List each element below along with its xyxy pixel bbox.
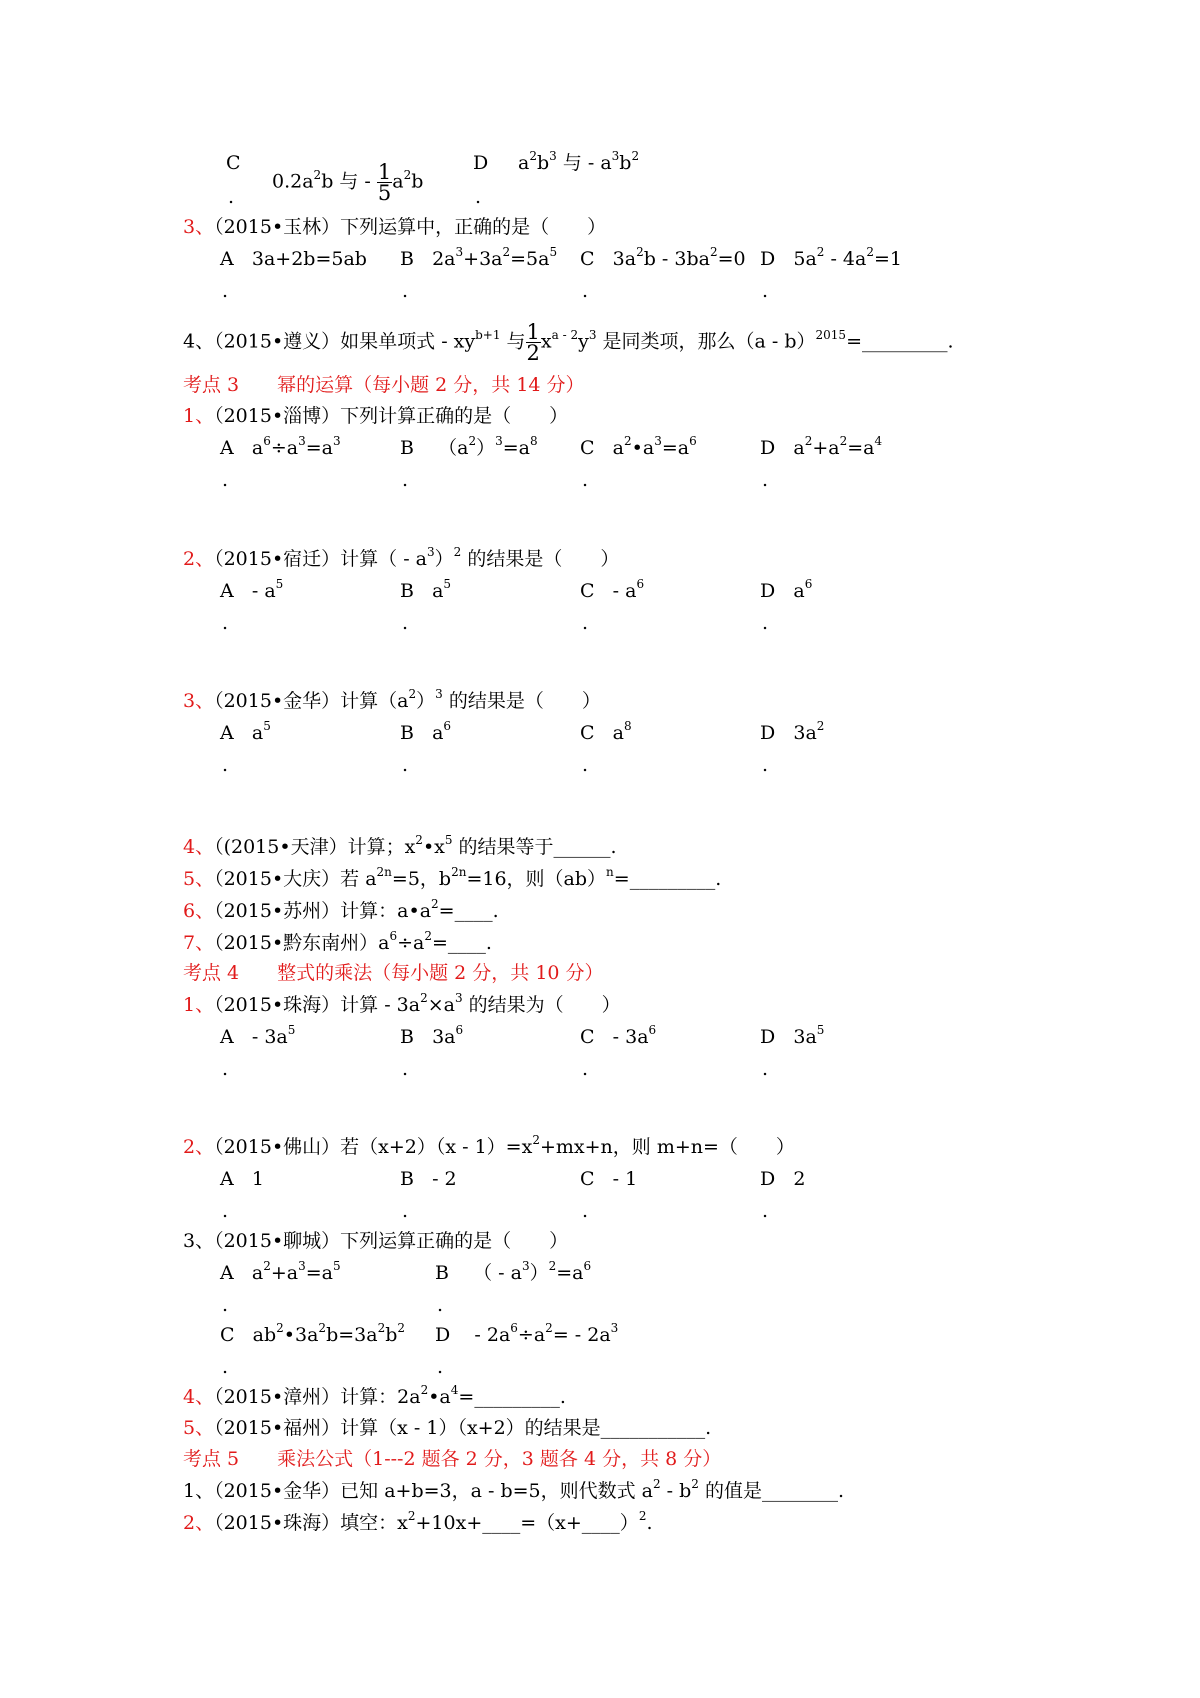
option-a: A $a^2+a^3=a^5$ — [220, 1259, 341, 1284]
option-dot: . — [222, 1294, 229, 1316]
question-s3q2: 2、（2015•宿迁）计算（ - $a^3)^2$ 的结果是（ ） — [183, 545, 620, 570]
option-c: C $3a^2b - 3ba^2=0$ — [580, 245, 746, 270]
section-heading: 考点 5 乘法公式（1---2 题各 2 分，3 题各 4 分，共 8 分） — [183, 1448, 722, 1470]
option-b: B $(a^2)^3=a^8$ — [400, 434, 538, 459]
question-s2q4: 4、（2015•遵义）如果单项式 - $xy^{b+1}$ 与 $\frac{1}{2}$ $x^{a - 2}y^3$ 是同类项，那么（a - b）$^{2015}$=_________. — [183, 320, 954, 365]
option-b: B $a^5$ — [400, 577, 452, 602]
option-dot: . — [762, 469, 769, 491]
option-a: A $a^6\div a^3=a^3$ — [220, 434, 341, 459]
section-heading: 考点 4 整式的乘法（每小题 2 分，共 10 分） — [183, 962, 604, 984]
option-d: D $a^2+a^2=a^4$ — [760, 434, 883, 459]
question-s3q1: 1、（2015•淄博）下列计算正确的是（ ） — [183, 405, 569, 427]
option-d-content: $a^2b^3$ 与 - $a^3b^2$ — [518, 149, 640, 174]
option-d: D $3a^5$ — [760, 1023, 825, 1048]
option-a: A 3a+2b=5ab — [220, 248, 367, 270]
option-d: D $a^6$ — [760, 577, 813, 602]
question-s3q6: 6、（2015•苏州）计算：$a•a^2=\_\_\_\_$. — [183, 897, 499, 922]
question-s4q2: 2、（2015•佛山）若$(x+2)(x - 1)=x^2+mx+n$，则 m+n=（ ） — [183, 1133, 795, 1158]
question-s5q2: 2、（2015•珠海）填空：$x^2+10x+\_\_\_\_=(x+\_\_\_\_)^2$. — [183, 1509, 653, 1534]
option-dot: . — [402, 1058, 409, 1080]
option-b: B $3a^6$ — [400, 1023, 464, 1048]
question-s3q5: 5、（2015•大庆）若 $a^{2n}=5$，$b^{2n}=16$，则（ab）$^n$=_________. — [183, 865, 722, 890]
option-dot: . — [582, 280, 589, 302]
option-c: C - $a^6$ — [580, 577, 645, 602]
option-a: A $a^5$ — [220, 719, 271, 744]
fraction: $\frac{1}{5}$ — [377, 160, 392, 205]
question-s2q3: 3、（2015•玉林）下列运算中，正确的是（ ） — [183, 216, 607, 238]
option-dot: . — [222, 1058, 229, 1080]
question-s4q1: 1、（2015•珠海）计算 - $3a^2\times a^3$ 的结果为（ ） — [183, 991, 621, 1016]
question-s3q4: 4、（(2015•天津）计算；$x^2•x^5$ 的结果等于______. — [183, 833, 617, 858]
option-letter: D — [473, 152, 489, 174]
option-a: A - $3a^5$ — [220, 1023, 296, 1048]
option-b: B （ - $a^3)^2=a^6$ — [435, 1259, 592, 1284]
option-dot: . — [762, 1058, 769, 1080]
option-dot: . — [222, 1200, 229, 1222]
option-dot: . — [762, 280, 769, 302]
option-d: D 2 — [760, 1168, 806, 1190]
question-s4q3: 3、（2015•聊城）下列运算正确的是（ ） — [183, 1230, 569, 1252]
option-a: A 1 — [220, 1168, 264, 1190]
option-c: C $ab^2•3a^2b=3a^2b^2$ — [220, 1321, 406, 1346]
option-b: B - 2 — [400, 1168, 457, 1190]
option-dot: . — [402, 754, 409, 776]
option-dot: . — [762, 754, 769, 776]
option-c-content: $0.2a^2b$ 与 - $\frac{1}{5}$ $a^2b$ — [272, 160, 424, 205]
option-dot: . — [222, 1356, 229, 1378]
section-heading: 考点 3 幂的运算（每小题 2 分，共 14 分） — [183, 374, 585, 396]
option-d: D - $2a^6\div a^2= - 2a^3$ — [435, 1321, 619, 1346]
option-dot: . — [402, 469, 409, 491]
option-dot: . — [582, 1200, 589, 1222]
option-dot: . — [437, 1356, 444, 1378]
question-s4q5: 5、（2015•福州）计算（x - 1）（x+2）的结果是___________. — [183, 1417, 712, 1439]
question-s5q1: 1、（2015•金华）已知 a+b=3，a - b=5，则代数式 $a^2 - b^2$ 的值是________. — [183, 1477, 845, 1502]
question-s3q7: 7、（2015•黔东南州）$a^6\div a^2=\_\_\_\_$. — [183, 929, 492, 954]
option-a: A - $a^5$ — [220, 577, 284, 602]
option-dot: . — [402, 1200, 409, 1222]
option-dot: . — [222, 469, 229, 491]
option-dot: . — [402, 612, 409, 634]
option-c: C - 1 — [580, 1168, 638, 1190]
option-dot: . — [582, 612, 589, 634]
question-s3q3: 3、（2015•金华）计算$(a^2)^3$ 的结果是（ ） — [183, 687, 601, 712]
option-dot: . — [437, 1294, 444, 1316]
option-dot: . — [222, 754, 229, 776]
option-d: D $3a^2$ — [760, 719, 825, 744]
option-dot: . — [475, 186, 482, 208]
option-dot: . — [582, 754, 589, 776]
option-dot: . — [222, 612, 229, 634]
option-letter: C — [226, 152, 241, 174]
option-dot: . — [762, 1200, 769, 1222]
option-dot: . — [582, 1058, 589, 1080]
option-dot: . — [228, 186, 235, 208]
option-c: C $a^8$ — [580, 719, 632, 744]
option-d: D $5a^2 - 4a^2=1$ — [760, 245, 902, 270]
option-dot: . — [222, 280, 229, 302]
option-c: C $a^2•a^3=a^6$ — [580, 434, 697, 459]
option-b: B $2a^3+3a^2=5a^5$ — [400, 245, 558, 270]
fraction: $\frac{1}{2}$ — [526, 320, 540, 365]
option-dot: . — [402, 280, 409, 302]
option-c: C - $3a^6$ — [580, 1023, 657, 1048]
option-b: B $a^6$ — [400, 719, 452, 744]
question-s4q4: 4、（2015•漳州）计算：$2a^2•a^4=\_\_\_\_\_\_\_\_\_$. — [183, 1383, 566, 1408]
option-dot: . — [762, 612, 769, 634]
option-dot: . — [582, 469, 589, 491]
